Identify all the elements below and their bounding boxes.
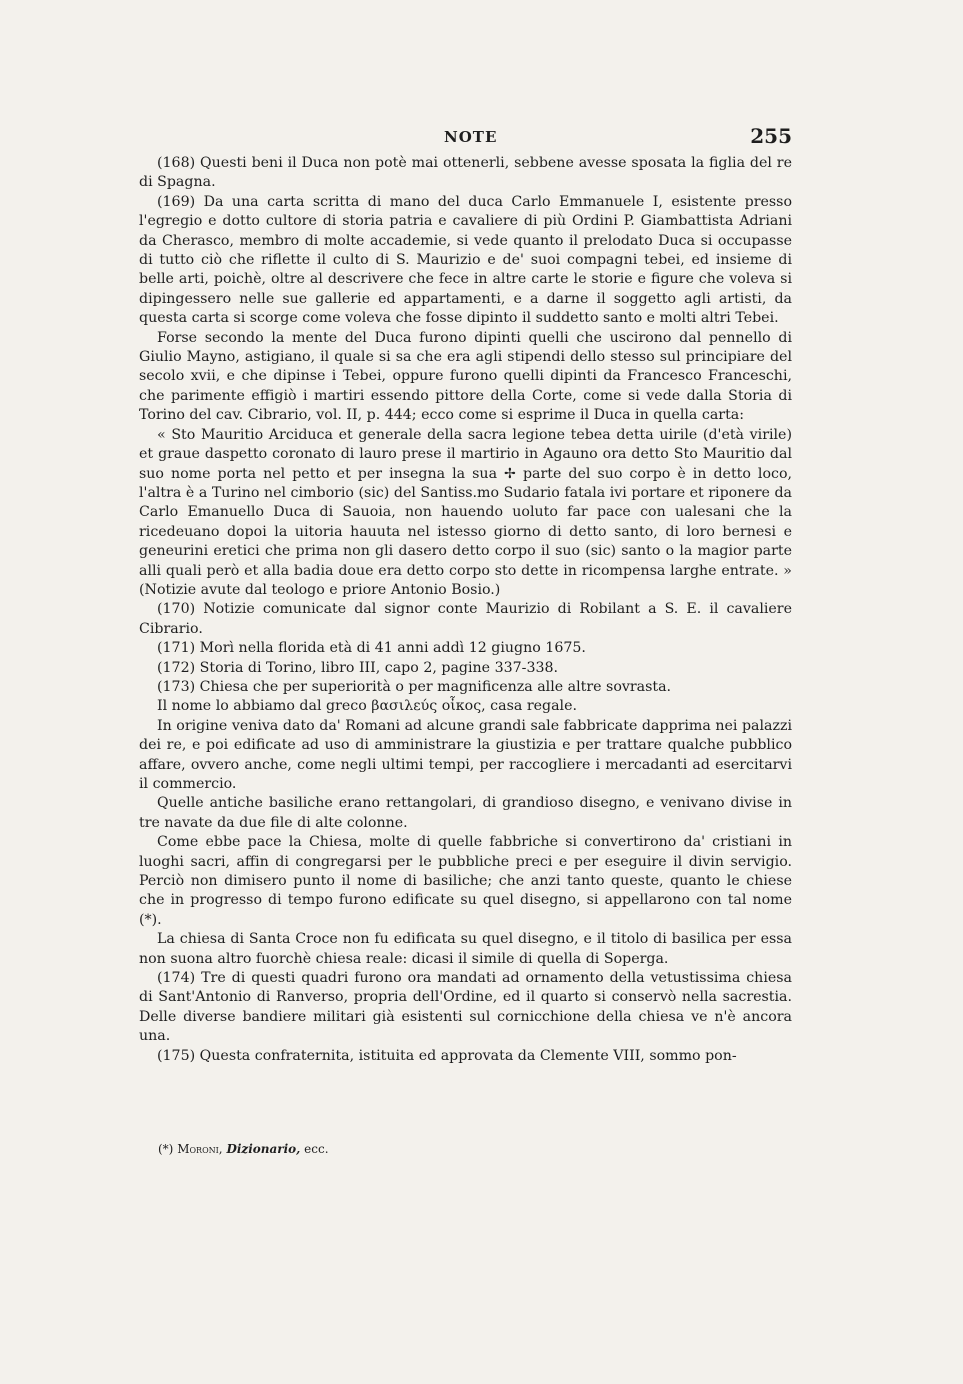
note-172: (172) Storia di Torino, libro III, capo 2, pagine 337-338.: [157, 659, 559, 676]
roman-origin: In origine veniva dato da' Romani ad alcune grandi sale fabbricate dapprima nei palazzi dei re, e poi edificate ad uso di amministrare la giustizia e per trattare qualche pubblico affare, ovvero anche, come negli ultimi tempi, per raccogliere i mercadanti ad esercitarvi il commercio.: [139, 717, 792, 792]
santa-croce: La chiesa di Santa Croce non fu edificata su quel disegno, e il titolo di basilica per essa non suona altro fuorchè chiesa reale: dicasi il simile di quella di Soperga.: [139, 931, 792, 967]
duke-quotation: « Sto Mauritio Arciduca et generale della sacra legione tebea detta uirile (d'età virile) et graue daspetto coronato di lauro prese il martirio in Agauno ora detto Sto Mauritio dal suo nome porta nel petto et per insegna la sua ✢ parte del suo corpo è in detto loco, l'altra è a Turino nel cimborio (sic) del Santiss.mo Sudario fatala ivi portare et riponere da Carlo Emanuello Duca di Sauoia, non hauendo uoluto far pace con ualesani che la ricedeuano dopoi la uitoria hauuta nel istesso giorno di detto santo, di loro bernesi e geneurini eretici che prima non gli dasero detto corpo il suo (sic) santo o la magior parte alli quali però et alla badia doue era detto corpo sto dette in ricompensa larghe entrate. » (Notizie avute dal teologo e priore Antonio Bosio.): [139, 426, 792, 598]
ancient-basilicas: Quelle antiche basiliche erano rettangolari, di grandioso disegno, e venivano divise in tre navate da due file di alte colonne.: [139, 795, 792, 831]
christian-conversion: Come ebbe pace la Chiesa, molte di quelle fabbriche si convertirono da' cristiani in luoghi sacri, affin di congregarsi per le pubbliche preci e per eseguire il divin servigio. Perciò non dimisero punto il nome di basiliche; che anzi tanto queste, quanto le chiese che in progresso di tempo furono edificate su quel disegno, si appellarono con tal nome (*).: [139, 834, 792, 928]
note-169-continuation: Forse secondo la mente del Duca furono dipinti quelli che uscirono dal pennello di Giulio Mayno, astigiano, il quale si sa che era agli stipendi dello stesso sul principiare del secolo xvii, e che dipinse i Tebei, oppure furono quelli dipinti da Francesco Franceschi, che parimente effigiò i martiri essendo pittore della Corte, come si vede dalla Storia di Torino del cav. Cibrario, vol. II, p. 444; ecco come si esprime il Duca in quella carta:: [139, 329, 792, 424]
note-175: (175) Questa confraternita, istituita ed approvata da Clemente VIII, sommo pon-: [157, 1047, 737, 1064]
page-number: 255: [750, 124, 792, 148]
footnote: [158, 1141, 329, 1157]
note-173: (173) Chiesa che per superiorità o per magnificenza alle altre sovrasta.: [157, 678, 672, 695]
note-171: (171) Morì nella florida età di 41 anni addì 12 giugno 1675.: [157, 640, 586, 657]
note-174: (174) Tre di questi quadri furono ora mandati ad ornamento della vetustissima chiesa di Sant'Antonio di Ranverso, propria dell'Ordine, ed il quarto si conservò nella sacrestia. Delle diverse bandiere militari già esistenti sul cornicchione della chiesa ve n'è ancora una.: [139, 970, 792, 1045]
note-169: (169) Da una carta scritta di mano del duca Carlo Emmanuele I, esistente presso l'egregio e dotto cultore di storia patria e cavaliere di più Ordini P. Giambattista Adriani da Cherasco, membro di molte accademie, si vede quanto il prelodato Duca si occupasse di tutto ciò che riflette il culto di S. Maurizio e de' suoi compagni tebei, ed insieme di belle arti, poichè, oltre al descrivere che fece in altre carte le storie e figure che voleva si dipingessero nelle sue gallerie ed appartamenti, e a darne il soggetto agli artisti, da questa carta si scorge come voleva che fosse dipinto il suddetto santo e molti altri Tebei.: [139, 193, 792, 327]
footnote-rest: ecc.: [304, 1142, 329, 1156]
note-170: (170) Notizie comunicate dal signor conte Maurizio di Robilant a S. E. il cavaliere Cibrario.: [139, 601, 792, 637]
running-head: NOTE: [444, 128, 498, 146]
footnote-marker: (*): [158, 1142, 174, 1156]
note-168: (168) Questi beni il Duca non potè mai ottenerli, sebbene avesse sposata la figlia del re di Spagna.: [139, 155, 792, 191]
greek-origin: Il nome lo abbiamo dal greco βασιλεύς οἶκος, casa regale.: [157, 698, 577, 715]
page-header: [139, 124, 792, 152]
footnote-work: Dizionario,: [226, 1142, 301, 1156]
footnote-author: Moroni,: [177, 1142, 223, 1156]
notes-text: [139, 154, 792, 1066]
